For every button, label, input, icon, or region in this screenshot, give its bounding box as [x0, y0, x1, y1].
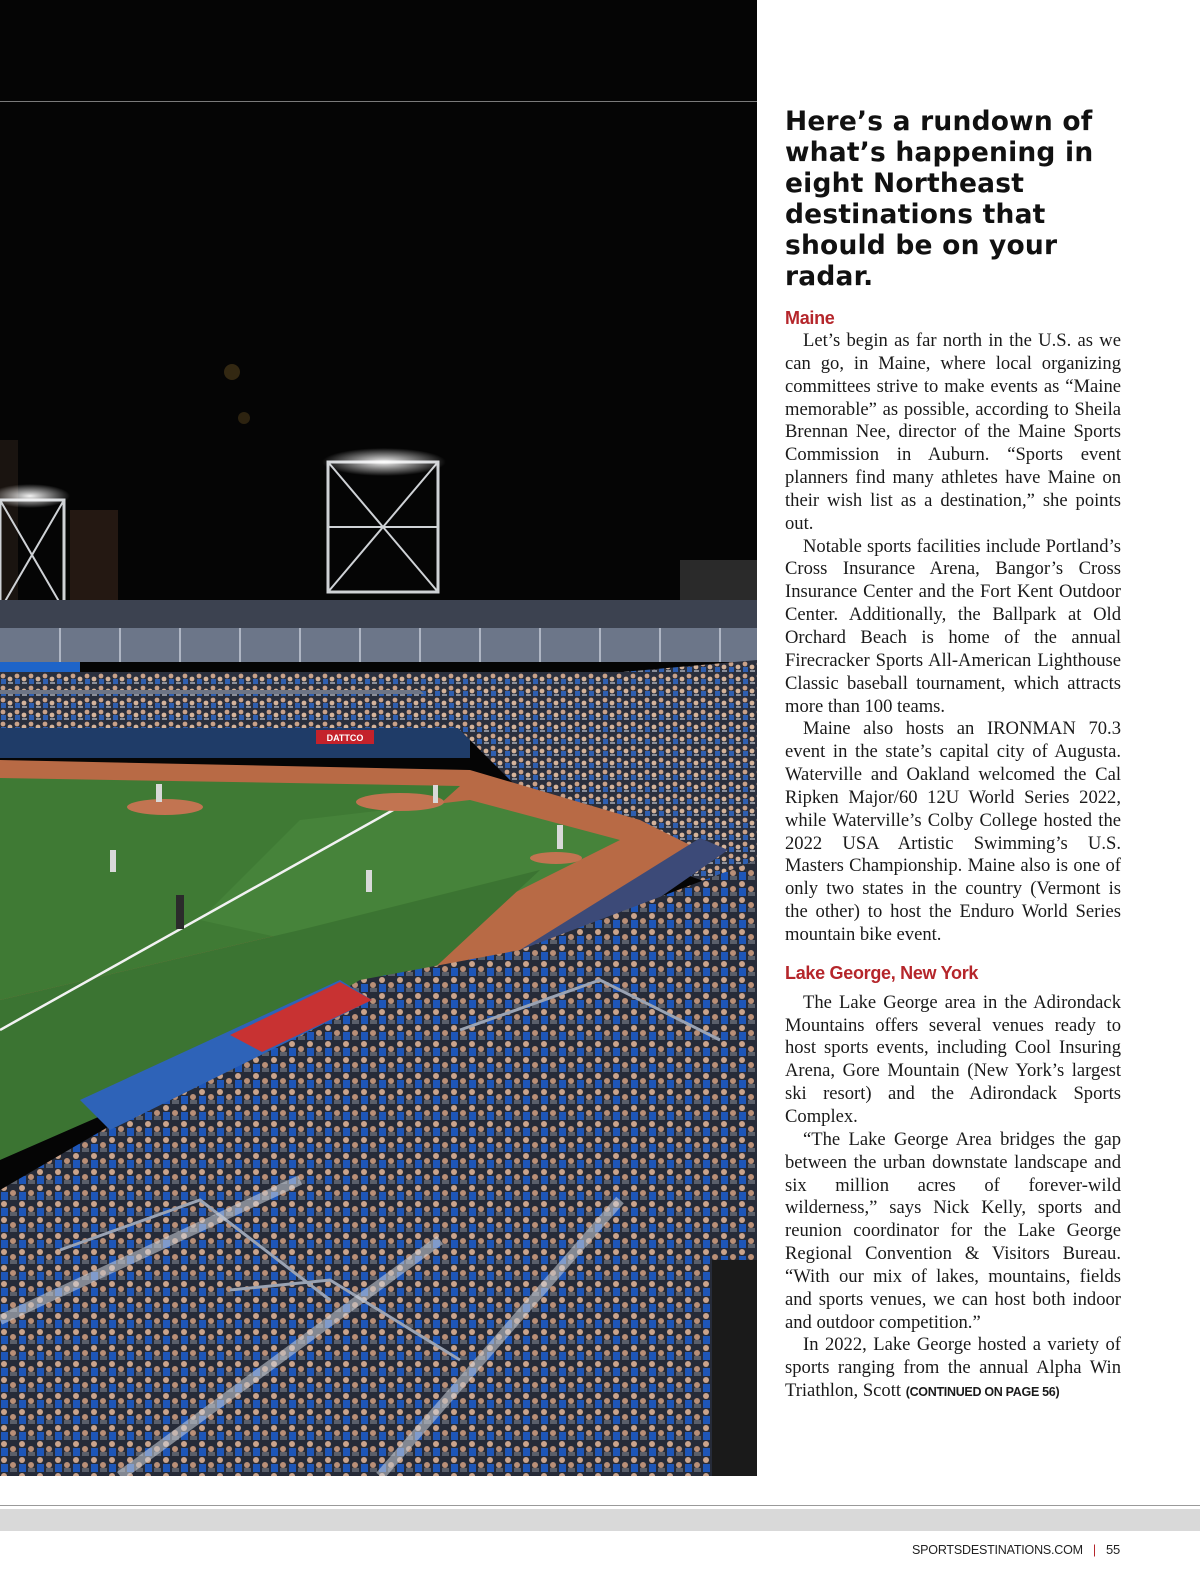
outfield-wall: [0, 728, 470, 758]
page-number: 55: [1105, 1542, 1120, 1557]
body-paragraph-last: [785, 1334, 1121, 1404]
footer-separator: |: [1092, 1543, 1096, 1557]
page-footer: [912, 1542, 1120, 1557]
suite-windows: [0, 628, 757, 662]
footer-site[interactable]: SPORTSDESTINATIONS.COM: [912, 1543, 1083, 1557]
footer-rule: [0, 1505, 1200, 1506]
pitchers-mound: [127, 799, 203, 815]
dattco-sign-text: DATTCO: [326, 733, 364, 743]
section-heading-maine: Maine: [785, 308, 835, 328]
body-paragraph: The Lake George area in the Adirondack Mountains offers several venues ready to host sports events, including Cool Insuring Arena, Gore Mountain (New York’s largest ski resort) and the Adirondack Sports Complex.: [785, 991, 1121, 1127]
article-column: [785, 106, 1121, 1404]
concourse-pillar: [712, 1260, 757, 1476]
footer-bar: [0, 1509, 1200, 1531]
body-paragraph: Maine also hosts an IRONMAN 70.3 event in the state’s capital city of Augusta. Waterville and Oakland welcomed the Cal Ripken Major/60 12U World Series 2022, while Waterville’s Colby College hosted the 2022 USA Artistic Swimming’s U.S. Masters Championship. Maine also is one of only two states in the country (Vermont is the other) to host the Enduro World Series mountain bike event.: [785, 718, 1121, 945]
umpire: [176, 895, 184, 929]
headline: Here’s a rundown of what’s happening in eight Northeast destinations that should be on your radar.: [785, 106, 1094, 292]
section-heading-lake-george: Lake George, New York: [785, 962, 979, 983]
home-plate-area: [356, 793, 444, 811]
body-paragraph: “The Lake George Area bridges the gap between the urban downstate landscape and six million acres of forever-wild wilderness,” says Nick Kelly, sports and reunion coordinator for the Lake George Regional Convention & Visitors Bureau. “With our mix of lakes, mountains, fields and sports venues, we can host both indoor and outdoor competition.”: [785, 1128, 1121, 1333]
body-paragraph: Let’s begin as far north in the U.S. as we can go, in Maine, where local organizing committees strive to make events as “Maine memorable” as possible, according to Sheila Brennan Nee, director of the Maine Sports Commission in Auburn. “Sports event planners find many athletes have Maine on their wish list as a destination,” she points out.: [785, 330, 1121, 534]
lens-flare: [224, 364, 240, 380]
light-tower-center: [322, 448, 446, 592]
stadium-roof: [0, 600, 757, 630]
body-text: In 2022, Lake George hosted a variety of sports ranging from the annual Alpha Win Triathlon, Scott: [785, 1334, 1121, 1402]
body-paragraph: Notable sports facilities include Portland’s Cross Insurance Arena, Bangor’s Cross Insurance Center and the Fort Kent Outdoor Center. Additionally, the Ballpark at Old Orchard Beach is home of the annual Firecracker Sports All-American Lighthouse Classic baseball tournament, which attracts more than 100 teams.: [785, 535, 1121, 717]
horizon-line: [0, 101, 757, 102]
base-area: [530, 852, 582, 864]
continued-jump-link[interactable]: (CONTINUED ON PAGE 56): [905, 1385, 1060, 1400]
led-ribbon: [0, 662, 80, 672]
building: [70, 510, 118, 610]
lens-flare: [238, 412, 250, 424]
